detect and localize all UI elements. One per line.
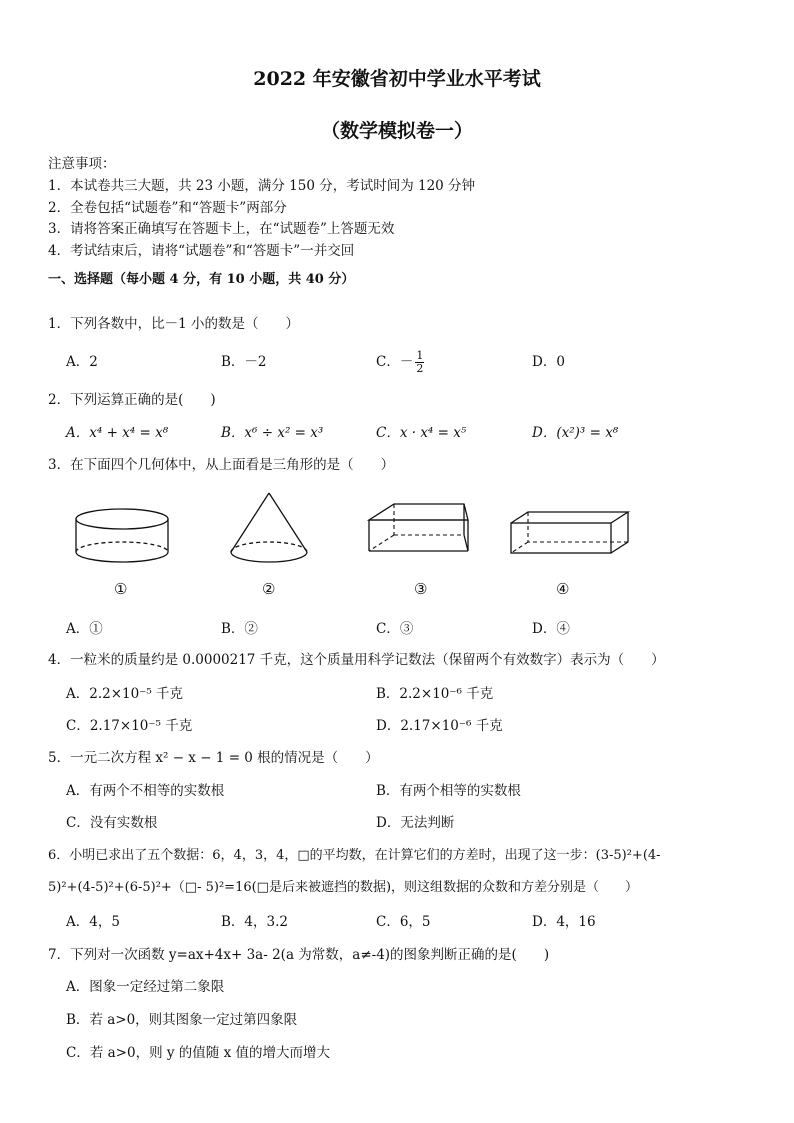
section-heading: 一、选择题（每小题 4 分，有 10 小题，共 40 分） <box>48 272 355 287</box>
question-stem-continued: 5)²+(4-5)²+(6-5)²+（□- 5)²=16(□是后来被遮挡的数据)，则这组数据的众数和方差分别是（ ） <box>48 880 639 895</box>
option-a: A．图象一定经过第二象限 <box>66 979 225 995</box>
cylinder-figure <box>70 505 174 570</box>
cone-figure <box>226 490 312 572</box>
option-d: D．2.17×10⁻⁶ 千克 <box>376 718 503 734</box>
option-d: D．无法判断 <box>376 815 455 831</box>
option-c: C．6，5 <box>376 914 431 930</box>
notes-item: 1．本试卷共三大题，共 23 小题，满分 150 分，考试时间为 120 分钟 <box>48 178 476 194</box>
triangular-prism-figure <box>364 500 476 558</box>
fraction-numerator: 1 <box>416 349 424 362</box>
question-stem: 1．下列各数中，比－1 小的数是（ ） <box>48 316 299 332</box>
option-c: C．③ <box>376 621 414 637</box>
option-a: A．4，5 <box>66 914 120 930</box>
option-b: B．有两个相等的实数根 <box>376 783 521 799</box>
notes-heading: 注意事项： <box>48 156 116 172</box>
cuboid-figure <box>508 508 632 558</box>
question-stem: 7．下列对一次函数 y=ax+4x+ 3a- 2(a 为常数，a≠-4)的图象判断正确的是( ) <box>48 947 550 963</box>
question-stem: 6．小明已求出了五个数据：6，4，3，4，□的平均数，在计算它们的方差时，出现了这一步：(3-5)²+(4- <box>48 848 661 863</box>
option-d: D．④ <box>532 621 570 637</box>
option-a: A．① <box>66 621 103 637</box>
option-b: B．② <box>221 621 258 637</box>
option-c <box>376 344 424 380</box>
option-a: A．2 <box>66 354 98 370</box>
option-b: B．若 a>0，则其图象一定过第四象限 <box>66 1012 298 1028</box>
question-stem: 2．下列运算正确的是( ) <box>48 392 216 408</box>
option-a: A．x⁴ + x⁴ = x⁸ <box>66 425 169 441</box>
fraction <box>415 350 424 375</box>
figure-label: ③ <box>414 580 428 598</box>
question-stem: 4．一粒米的质量约是 0.0000217 千克，这个质量用科学记数法（保留两个有效数字）表示为（ ） <box>48 652 665 668</box>
notes-item: 3．请将答案正确填写在答题卡上，在“试题卷”上答题无效 <box>48 221 395 237</box>
option-b: B．4，3.2 <box>221 914 288 930</box>
option-c: C．2.17×10⁻⁵ 千克 <box>66 718 193 734</box>
option-b: B．x⁶ ÷ x² = x³ <box>221 425 324 441</box>
option-b: B．2.2×10⁻⁶ 千克 <box>376 686 494 702</box>
option-c: C．若 a>0，则 y 的值随 x 值的增大而增大 <box>66 1045 330 1061</box>
figure-label: ② <box>262 580 276 598</box>
figure-label: ④ <box>556 580 570 598</box>
option-d: D．(x²)³ = x⁸ <box>532 425 619 441</box>
option-d: D．4，16 <box>532 914 596 930</box>
option-b: B．－2 <box>221 354 267 370</box>
option-c: C．x · x⁴ = x⁵ <box>376 425 467 441</box>
exam-title: 2022 年安徽省初中学业水平考试 <box>253 68 541 90</box>
figure-label: ① <box>114 580 128 598</box>
question-stem: 5．一元二次方程 x² − x − 1 = 0 根的情况是（ ） <box>48 750 379 766</box>
exam-subtitle: （数学模拟卷一） <box>320 120 473 142</box>
option-a: A．有两个不相等的实数根 <box>66 783 225 799</box>
option-c: C．没有实数根 <box>66 815 158 831</box>
option-a: A．2.2×10⁻⁵ 千克 <box>66 686 184 702</box>
fraction-denominator: 2 <box>416 362 424 375</box>
notes-item: 2．全卷包括“试题卷”和“答题卡”两部分 <box>48 200 287 216</box>
notes-item: 4．考试结束后，请将“试题卷”和“答题卡”一并交回 <box>48 243 355 259</box>
option-c-prefix: C．－ <box>376 354 414 370</box>
option-d: D．0 <box>532 354 565 370</box>
question-stem: 3．在下面四个几何体中，从上面看是三角形的是（ ） <box>48 457 395 473</box>
